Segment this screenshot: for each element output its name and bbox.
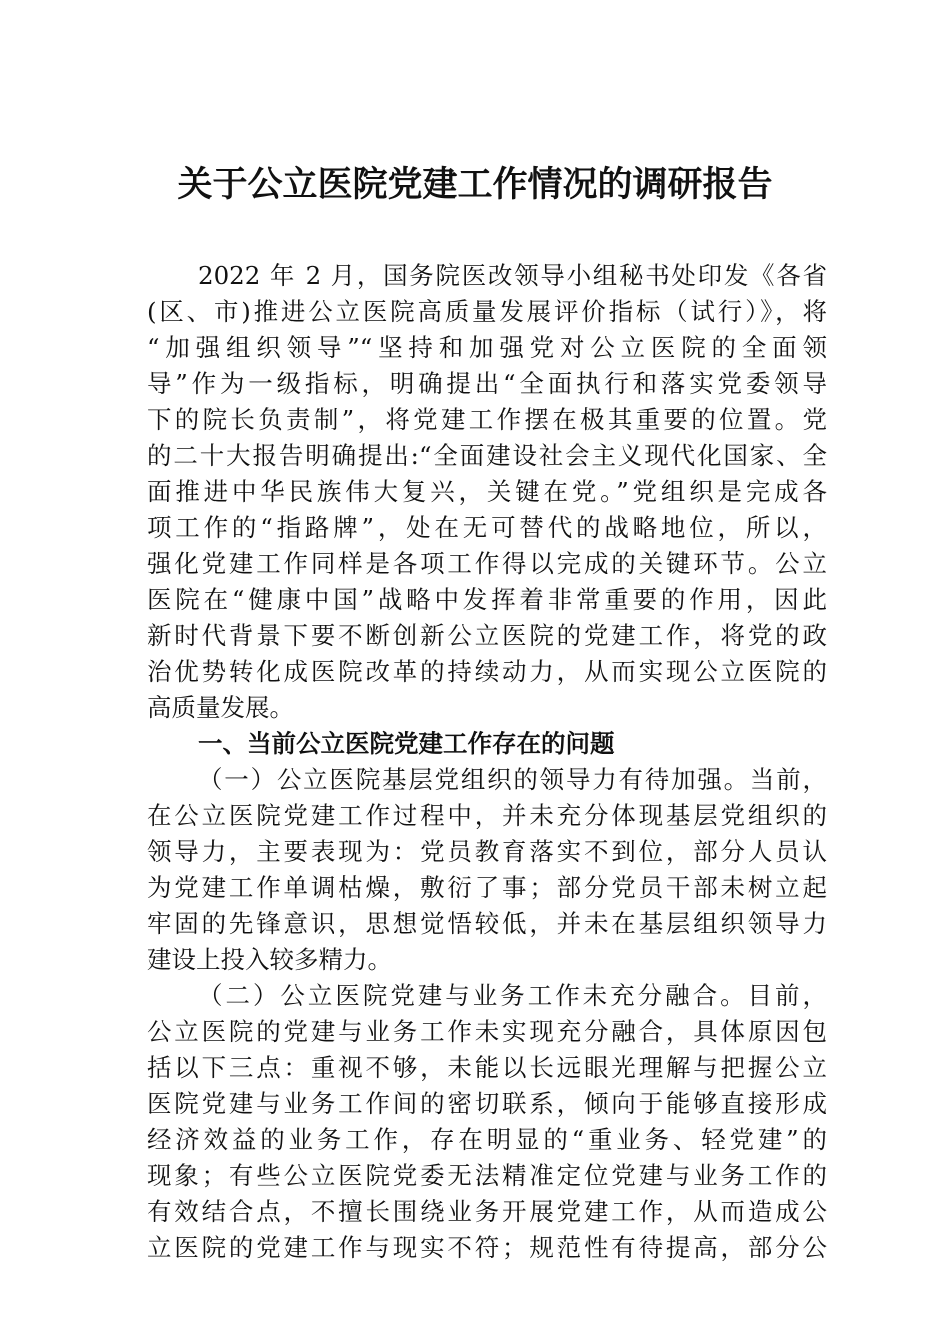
paragraph-1-line: 医院在“健康中国”战略中发挥着非常重要的作用，因此: [147, 585, 827, 614]
paragraph-1-line: 新时代背景下要不断创新公立医院的党建工作，将党的政: [147, 621, 827, 650]
section-heading: 一、当前公立医院党建工作存在的问题: [198, 729, 615, 758]
paragraph-2-line: 领导力，主要表现为：党员教育落实不到位，部分人员认: [147, 837, 827, 866]
paragraph-3-line: 公立医院的党建与业务工作未实现充分融合，具体原因包: [147, 1017, 827, 1046]
paragraph-1-line: 导”作为一级指标，明确提出“全面执行和落实党委领导: [147, 369, 827, 398]
paragraph-1-line: “加强组织领导”“坚持和加强党对公立医院的全面领: [147, 333, 827, 362]
paragraph-3-line: 立医院的党建工作与现实不符；规范性有待提高，部分公: [147, 1233, 827, 1262]
paragraph-1-line: 下的院长负责制”，将党建工作摆在极其重要的位置。党: [147, 405, 827, 434]
document-title: 关于公立医院党建工作情况的调研报告: [177, 164, 773, 205]
paragraph-3-line: 括以下三点：重视不够，未能以长远眼光理解与把握公立: [147, 1053, 827, 1082]
paragraph-3-line: 经济效益的业务工作，存在明显的“重业务、轻党建”的: [147, 1125, 827, 1154]
paragraph-2-line: 牢固的先锋意识，思想觉悟较低，并未在基层组织领导力: [147, 909, 827, 938]
paragraph-1-line: 治优势转化成医院改革的持续动力，从而实现公立医院的: [147, 657, 827, 686]
paragraph-3-line: 有效结合点，不擅长围绕业务开展党建工作，从而造成公: [147, 1197, 827, 1226]
paragraph-1-line: 的二十大报告明确提出:“全面建设社会主义现代化国家、全: [147, 441, 827, 470]
paragraph-2-line: 建设上投入较多精力。: [147, 945, 392, 974]
paragraph-2-line: （一）公立医院基层党组织的领导力有待加强。当前，: [198, 765, 827, 794]
paragraph-1-line: 2022 年 2 月，国务院医改领导小组秘书处印发《各省: [198, 261, 827, 290]
paragraph-2-line: 为党建工作单调枯燥，敷衍了事；部分党员干部未树立起: [147, 873, 827, 902]
paragraph-3-line: 医院党建与业务工作间的密切联系，倾向于能够直接形成: [147, 1089, 827, 1118]
paragraph-3-line: 现象；有些公立医院党委无法精准定位党建与业务工作的: [147, 1161, 827, 1190]
paragraph-1-line: (区、市)推进公立医院高质量发展评价指标（试行）》，将: [147, 297, 827, 326]
paragraph-1-line: 高质量发展。: [147, 693, 294, 722]
paragraph-1-line: 项工作的“指路牌”，处在无可替代的战略地位，所以，: [147, 513, 827, 542]
paragraph-2-line: 在公立医院党建工作过程中，并未充分体现基层党组织的: [147, 801, 827, 830]
paragraph-1-line: 面推进中华民族伟大复兴，关键在党。”党组织是完成各: [147, 477, 827, 506]
paragraph-3-line: （二）公立医院党建与业务工作未充分融合。目前，: [198, 981, 827, 1010]
paragraph-1-line: 强化党建工作同样是各项工作得以完成的关键环节。公立: [147, 549, 827, 578]
